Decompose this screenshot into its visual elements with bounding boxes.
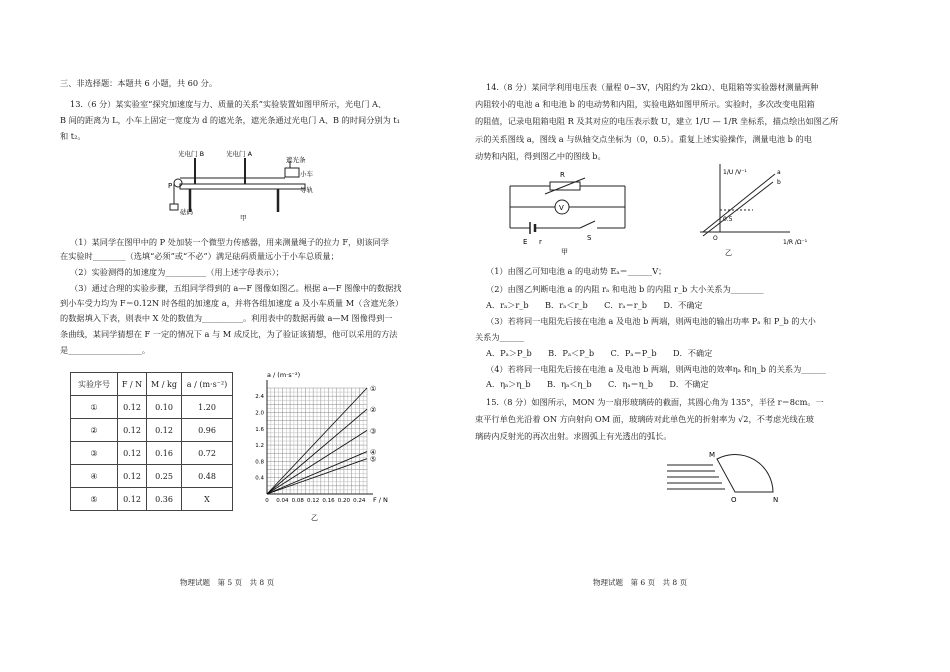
table-header: F / N	[118, 373, 147, 396]
series-label: ②	[370, 406, 377, 415]
graph-caption: 乙	[311, 514, 318, 522]
x-tick-label: 0.16	[322, 498, 335, 504]
table-cell: 0.12	[118, 465, 147, 488]
q14-s1: （1）由图乙可知电池 a 的电动势 Eₐ＝______V；	[486, 266, 667, 276]
sector-figure	[665, 445, 805, 505]
data-table	[70, 372, 233, 511]
table-cell: 0.12	[147, 419, 182, 442]
y-tick-label: 0.8	[255, 459, 264, 466]
a-f-graph	[245, 366, 395, 524]
table-row	[71, 488, 233, 511]
y-tick-label: 1.2	[255, 443, 264, 450]
line-b-label: b	[777, 179, 781, 186]
q15-line2: 束平行单色光沿着 ON 方向射向 OM 面，玻璃砖对此单色光的折射率为 √2，不考虑光线在玻	[475, 414, 814, 424]
q14-s3-line2: 关系为______	[475, 332, 525, 342]
table-header: M / kg	[147, 373, 182, 396]
q13-s3-line5: 是__________________。	[60, 345, 151, 355]
y-tick-label: 0.4	[255, 475, 264, 482]
q14-line4: 示的关系图线 a，图线 a 与纵轴交点坐标为（0，0.5）。重复上述实验操作，测量电池 b 的电	[475, 134, 812, 144]
q14-s4-options: A．ηₐ＞η_b B．ηₐ＜η_b C．ηₐ＝η_b D．不确定	[486, 379, 709, 389]
graph-xlabel: F / N	[373, 496, 388, 504]
circuit-wires	[510, 178, 625, 234]
weight-label: 砝码	[180, 208, 193, 216]
cart-label: 小车	[300, 170, 313, 178]
q13-line3: 和 t₂。	[60, 131, 86, 141]
table-cell: 1.20	[182, 396, 233, 419]
table-cell: ④	[71, 465, 118, 488]
table-cell: 0.12	[118, 442, 147, 465]
section-heading: 三、非选择题：本题共 6 小题，共 60 分。	[60, 78, 218, 88]
table-cell: X	[182, 488, 233, 511]
q14-line5: 动势和内阻，得到图乙中的图线 b。	[475, 151, 606, 161]
x-tick-label: 0.24	[353, 498, 366, 504]
q14-s4: （4）若将同一电阻先后接在电池 a 及电池 b 两端，则两电池的效率ηₐ 和η_b 的关系为______	[486, 364, 826, 374]
table-cell: 0.12	[118, 488, 147, 511]
sector-drawing	[667, 454, 773, 492]
graph-intercept: 0.5	[723, 216, 733, 223]
circuit-s-label: S	[587, 234, 592, 242]
apparatus-drawing	[170, 158, 305, 212]
right-footer: 物理试题 第 6 页 共 8 页	[593, 578, 688, 587]
table-header: 实验序号	[71, 373, 118, 396]
x-tick-label: 0.12	[307, 498, 320, 504]
series-label: ①	[370, 385, 377, 393]
y-tick-label: 2.4	[255, 394, 264, 401]
shade-label: 遮光条	[286, 156, 306, 164]
x-tick-label: 0.04	[276, 498, 289, 504]
x-tick-label: 0.20	[337, 498, 351, 504]
series-label: ⑤	[370, 455, 377, 464]
apparatus-figure	[160, 146, 330, 222]
table-cell: 0.12	[118, 396, 147, 419]
q14-s2-options: A．rₐ＞r_b B．rₐ＜r_b C．rₐ＝r_b D．不确定	[486, 300, 703, 310]
right-page	[475, 0, 950, 672]
y-tick-label: 2.0	[255, 410, 264, 417]
q13-s1-line1: （1）某同学在图甲中的 P 处加装一个微型力传感器，用来测量绳子的拉力 F，则该同学	[70, 237, 389, 247]
q14-s3-options: A．Pₐ＞P_b B．Pₐ＜P_b C．Pₐ＝P_b D．不确定	[486, 348, 713, 358]
circuit-diagram	[505, 166, 635, 256]
point-o-label: O	[731, 496, 737, 504]
ur-graph-caption: 乙	[725, 249, 732, 257]
q14-line3: 的阻值，记录电阻箱电阻 R 及其对应的电压表示数 U，建立 1/U — 1/R 坐标系，描点绘出如图乙所	[475, 116, 839, 126]
table-cell: 0.12	[118, 419, 147, 442]
table-cell: ③	[71, 442, 118, 465]
q13-s2: （2）实验测得的加速度为__________（用上述字母表示）；	[70, 267, 284, 277]
q13-line1: 13.（6 分）某实验室“探究加速度与力、质量的关系”实验装置如图甲所示，光电门 A、	[70, 99, 387, 109]
table-header-row	[71, 373, 233, 396]
q13-s1-line2: 在实验时________（选填“必须”或“不必”）满足砝码质量远小于小车总质量；	[60, 251, 339, 261]
q14-line2: 内阻较小的电池 a 和电池 b 的电动势和内阻，实验电路如图甲所示。实验时，多次改变电阻箱	[475, 99, 815, 109]
circuit-rint-label: r	[539, 238, 542, 246]
voltmeter-icon: V	[559, 204, 564, 212]
circuit-r-label: R	[560, 171, 565, 179]
gate-a-label: 光电门 A	[226, 150, 253, 158]
point-m-label: M	[709, 451, 716, 459]
y-tick-label: 1.6	[255, 426, 264, 433]
q13-s3-line3: 的数据填入下表，则表中 X 处的数值为__________。利用表中的数据再做 a—M 图像得到一	[60, 313, 393, 323]
table-cell: 0.96	[182, 419, 233, 442]
table-cell: ①	[71, 396, 118, 419]
table-cell: 0.48	[182, 465, 233, 488]
table-cell: 0.25	[147, 465, 182, 488]
q13-s3-line4: 条曲线，某同学猜想在 F 一定的情况下 a 与 M 成反比，为了验证该猜想，他可以采用的方法	[60, 329, 398, 339]
table-cell: 0.36	[147, 488, 182, 511]
point-n-label: N	[773, 496, 779, 504]
table-row	[71, 465, 233, 488]
table-row	[71, 419, 233, 442]
graph-ylabel: a / (m·s⁻²)	[267, 371, 301, 379]
left-footer: 物理试题 第 5 页 共 8 页	[180, 578, 275, 587]
line-a-label: a	[777, 169, 781, 176]
q14-s2: （2）由图乙判断电池 a 的内阻 rₐ 和电池 b 的内阻 r_b 大小关系为________	[486, 284, 764, 294]
q14-line1: 14.（8 分）某同学利用电压表（量程 0~3V，内阻约为 2kΩ）、电阻箱等实验器材测量两种	[486, 82, 819, 92]
circuit-e-label: E	[523, 238, 528, 246]
p-label: P	[168, 182, 173, 190]
table-row	[71, 396, 233, 419]
apparatus-caption: 甲	[240, 214, 247, 222]
x-tick-label: 0.08	[291, 498, 304, 504]
q15-line3: 璃砖内反射光的再次出射。求圆弧上有光透出的弧长。	[475, 431, 672, 441]
q13-line2: B 间的距离为 L，小车上固定一宽度为 d 的遮光条，遮光条通过光电门 A、B 的时间分别为 t₁	[60, 115, 400, 125]
q13-s3-line2: 到小车受力均为 F＝0.12N 时各组的加速度 a，并将各组加速度 a 及小车质量 M（含遮光条）	[60, 298, 404, 308]
graph-x-label: 1/R /Ω⁻¹	[783, 239, 808, 246]
track-label: 导轨	[300, 186, 313, 194]
circuit-caption: 甲	[561, 248, 568, 256]
table-cell: 0.10	[147, 396, 182, 419]
graph-origin: O	[713, 235, 718, 242]
q14-s3-line1: （3）若将同一电阻先后接在电池 a 及电池 b 两端，则两电池的输出功率 Pₐ 和 P_b 的大小	[486, 316, 816, 326]
table-header: a / (m·s⁻²)	[182, 373, 233, 396]
table-cell: ②	[71, 419, 118, 442]
u-r-graph	[695, 160, 825, 258]
q15-line1: 15.（8 分）如图所示，MON 为一扇形玻璃砖的截面，其圆心角为 135°，半径 r＝8cm。一	[486, 397, 824, 407]
table-row	[71, 442, 233, 465]
gate-b-label: 光电门 B	[178, 150, 205, 158]
table-cell: 0.16	[147, 442, 182, 465]
x-tick-label: 0	[265, 498, 269, 504]
series-label: ④	[370, 448, 377, 457]
table-cell: ⑤	[71, 488, 118, 511]
q13-s3-line1: （3）通过合理的实验步骤，五组同学得到的 a—F 图像如图乙。根据 a—F 图像中的数据找	[70, 283, 402, 293]
series-label: ③	[370, 427, 377, 436]
graph-y-label: 1/U /V⁻¹	[723, 169, 747, 176]
table-cell: 0.72	[182, 442, 233, 465]
